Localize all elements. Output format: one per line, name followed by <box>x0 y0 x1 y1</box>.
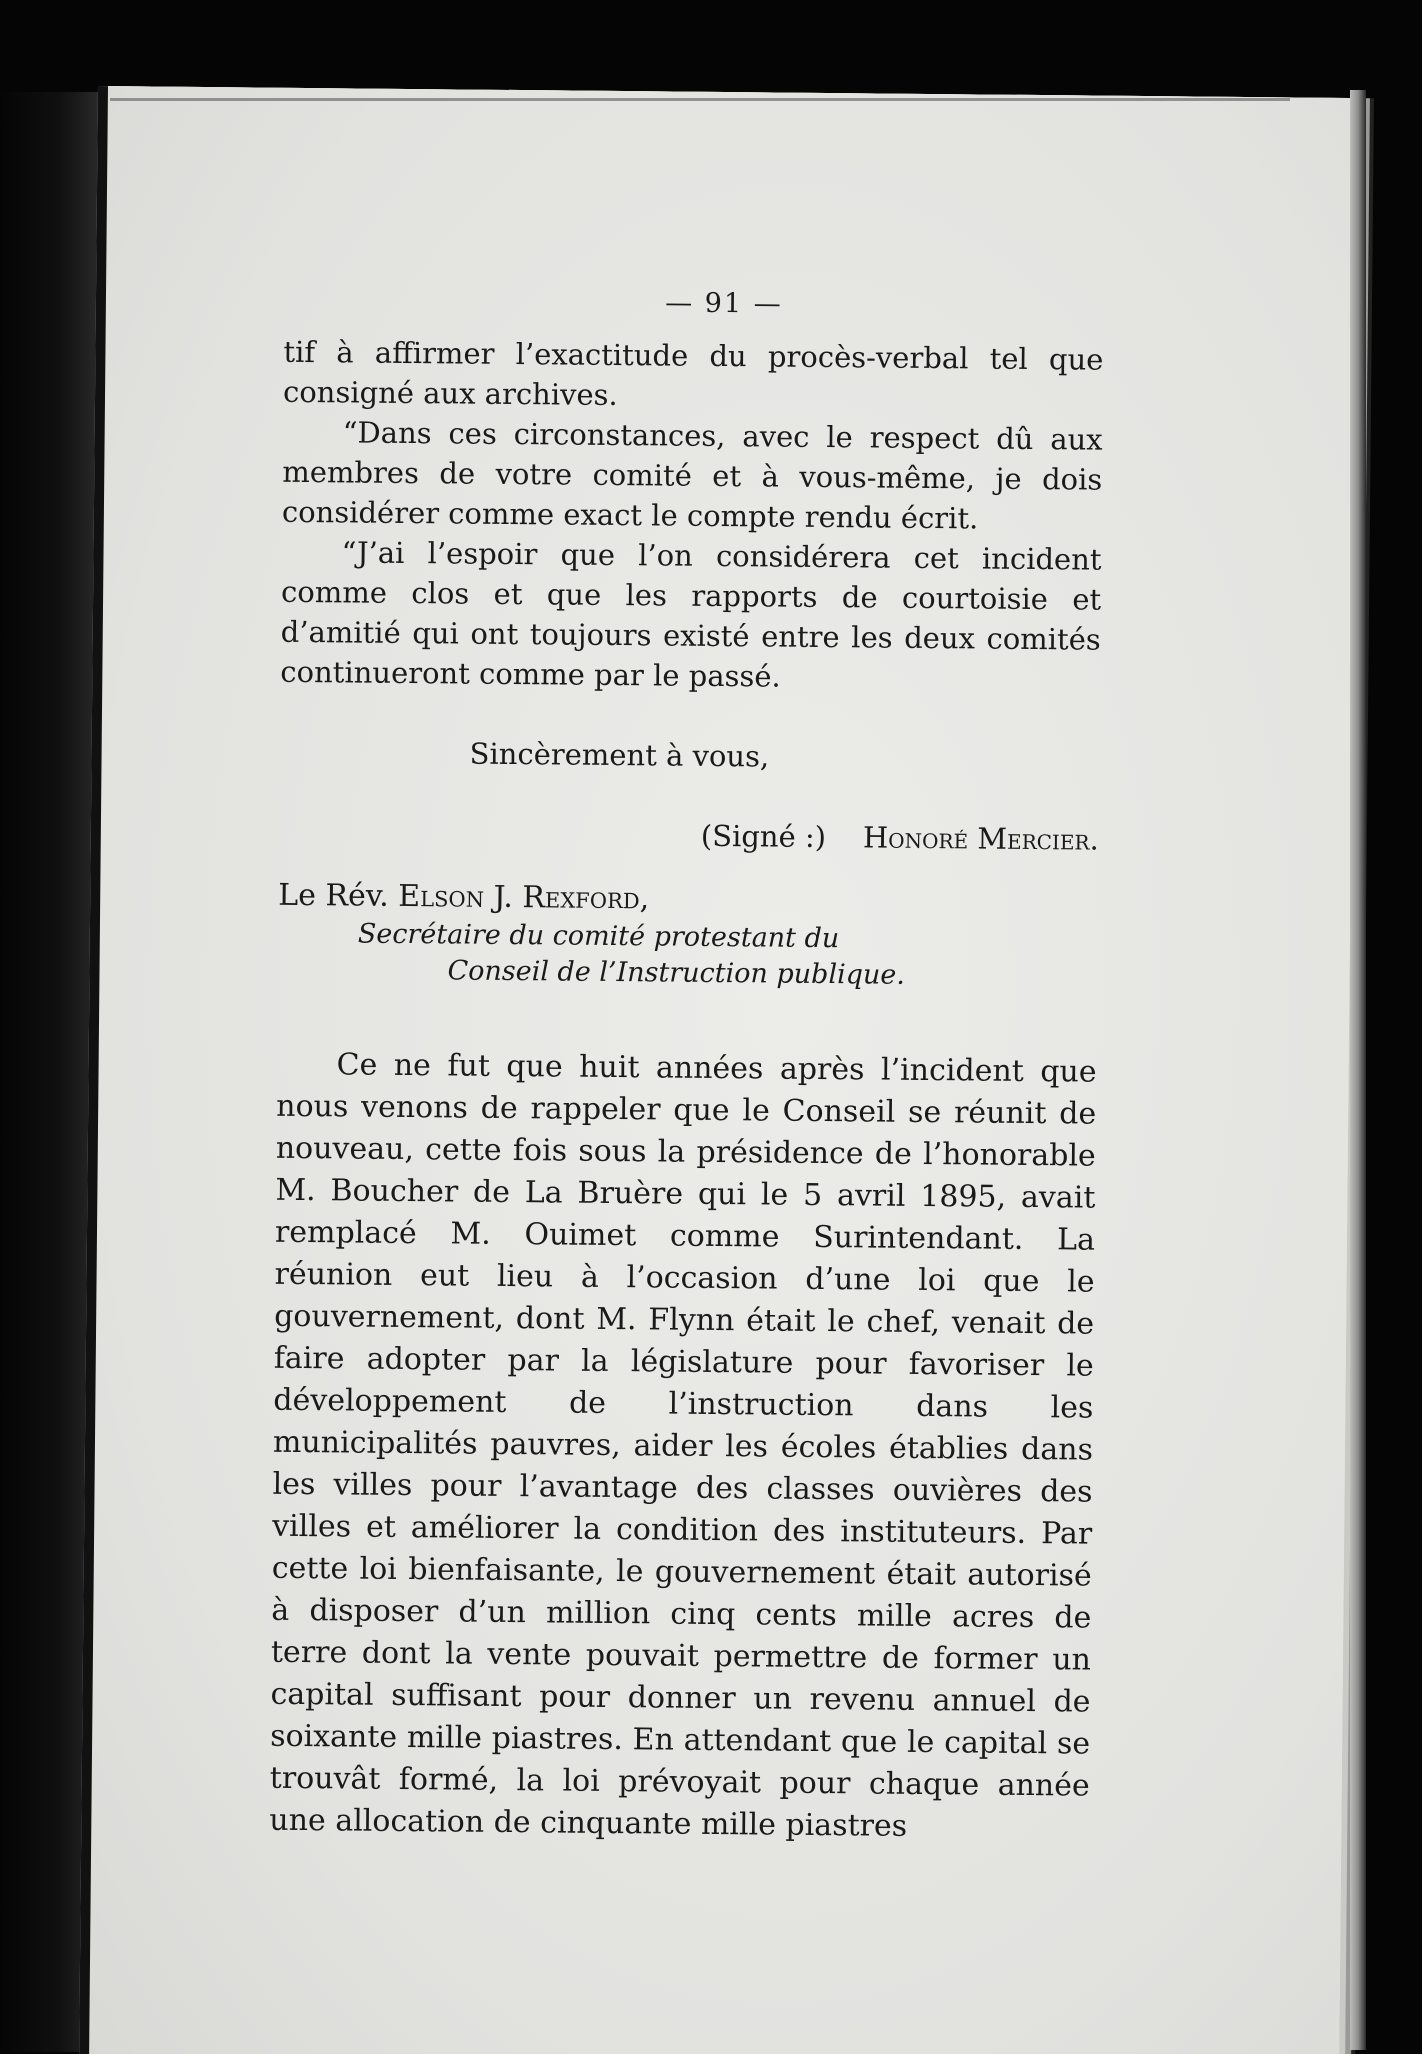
letter-closing: Sincèrement à vous, <box>469 736 770 774</box>
addressee-title: Le Rév. <box>278 877 389 914</box>
signature-name: Honoré Mercier. <box>862 820 1099 857</box>
signature-prefix: (Signé :) <box>700 818 827 855</box>
page-top-edge <box>110 98 1290 101</box>
letter-addressee <box>277 876 1098 996</box>
addressee-name: Elson J. Rexford, <box>398 878 650 917</box>
book-page <box>79 86 1358 2054</box>
letter-signature <box>279 812 1099 860</box>
addressee-line-2: Secrétaire du comité protestant du <box>357 918 840 955</box>
paragraph-3: “J’ai l’espoir que l’on considérera cet incident comme clos et que les rapports de courtoisie et d’amitié qui ont toujours existé entre les deux comités continueront comme par le passé. <box>280 535 1102 694</box>
addressee-line-3: Conseil de l’Instruction publique. <box>447 955 906 991</box>
page-right-edge <box>1350 90 1366 2050</box>
paragraph-1: tif à affirmer l’exactitude du procès-verbal tel que consigné aux archives. <box>282 334 1104 413</box>
page-text <box>269 280 1104 1850</box>
paragraph-2: “Dans ces circonstances, avec le respect dû aux membres de votre comité et à vous-même, je dois considérer comme exact le compte rendu écrit. <box>281 415 1103 536</box>
page-number: — 91 — <box>665 287 783 320</box>
body-paragraph: Ce ne fut que huit années après l’incident que nous venons de rappeler que le Conseil se réunit de nouveau, cette fois sous la présidence de l’honorable M. Boucher de La Bruère qui le 5 avril 1895, avait remplacé M. Ouimet comme Surintendant. La réunion eut lieu à l’occasion d’une loi que le gouvernement, dont M. Flynn était le chef, venait de faire adopter par la législature pour favoriser le développement de l’instruction dans les municipalités pauvres, aider les écoles établies dans les villes pour l’avantage des classes ouvières des villes et améliorer la condition des instituteurs. Par cette loi bienfaisante, le gouvernement était autorisé à disposer d’un million cinq cents mille acres de terre dont la vente pouvait permettre de former un capital suffisant pour donner un revenu annuel de soixante mille piastres. En attendant que le capital se trouvât formé, la loi prévoyait pour chaque année une allocation de cinquante mille piastres <box>269 1047 1097 1844</box>
